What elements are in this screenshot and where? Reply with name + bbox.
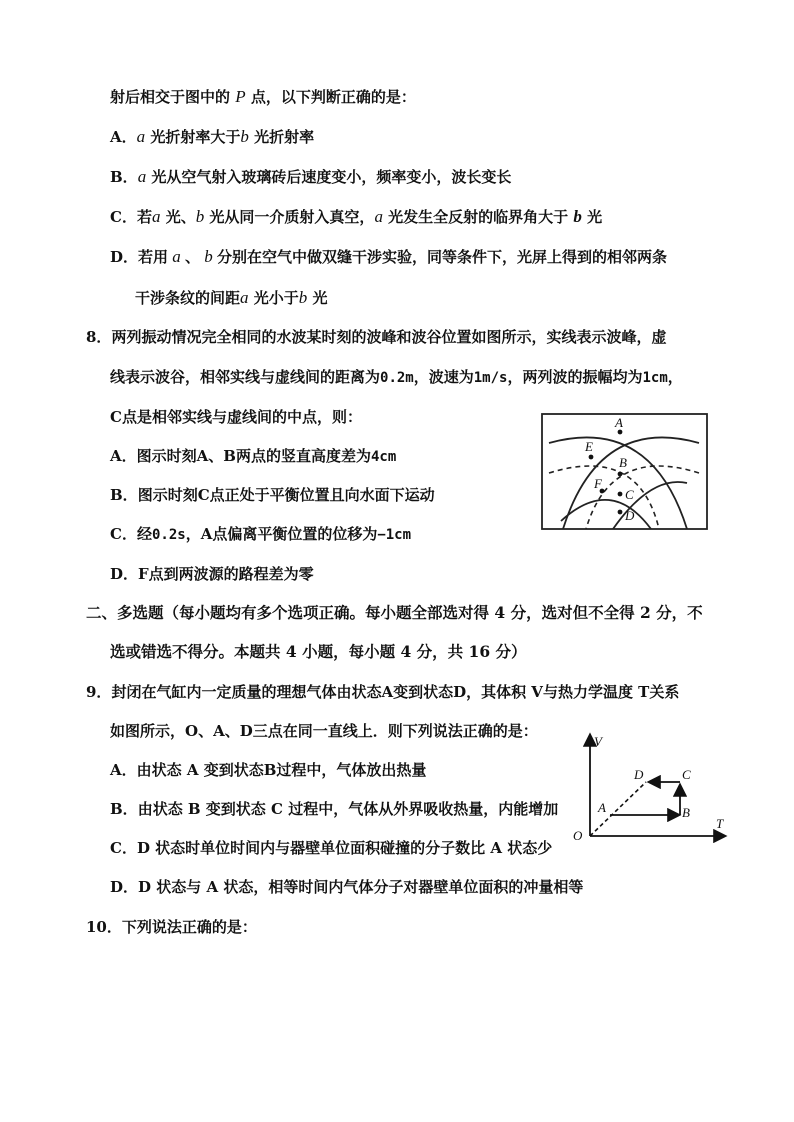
q10-stem: 10．下列说法正确的是： — [86, 918, 257, 936]
label-v: V — [594, 734, 602, 749]
q8-stem-line3: C点是相邻实线与虚线间的中点，则： — [110, 408, 362, 426]
label-b: B — [619, 455, 627, 470]
q8-stem-line2: 线表示波谷，相邻实线与虚线间的距离为0.2m，波速为1m/s，两列波的振幅均为1cm， — [110, 368, 683, 386]
q7-option-c: C．若a 光、b 光从同一介质射入真空，a 光发生全反射的临界角大于 b 光 — [110, 207, 603, 226]
q8-option-b: B．图示时刻C点正处于平衡位置且向水面下运动 — [110, 486, 435, 504]
q7-option-d-cont: 干涉条纹的间距a 光小于b 光 — [135, 288, 328, 307]
point-d — [618, 510, 623, 515]
label-f: F — [594, 476, 602, 491]
label-a-vt: A — [598, 800, 606, 815]
q8-option-d: D．F点到两波源的路程差为零 — [110, 565, 314, 583]
label-o: O — [573, 828, 583, 843]
point-e — [589, 455, 594, 460]
q8-wave-figure — [541, 413, 708, 530]
point-b — [618, 472, 623, 477]
q9-stem-line1: 9．封闭在气缸内一定质量的理想气体由状态A变到状态D，其体积 V与热力学温度 T关系 — [86, 683, 680, 701]
q8-option-a: A．图示时刻A、B两点的竖直高度差为4cm — [110, 447, 397, 465]
q7-stem-tail: 射后相交于图中的 P 点，以下判断正确的是： — [110, 87, 416, 106]
section2-title: 二、多选题（每小题均有多个选项正确。每小题全部选对得 4 分，选对但不全得 2 分，不 — [86, 603, 703, 622]
label-d-vt: D — [634, 767, 644, 782]
q9-option-c: C．D 状态时单位时间内与器壁单位面积碰撞的分子数比 A 状态少 — [110, 839, 553, 857]
label-t: T — [716, 816, 724, 831]
point-c — [618, 492, 623, 497]
q7-option-b: B．a 光从空气射入玻璃砖后速度变小，频率变小，波长变长 — [110, 167, 512, 186]
label-c-vt: C — [682, 767, 691, 782]
q9-stem-line2: 如图所示，O、A、D三点在同一直线上．则下列说法正确的是： — [110, 722, 538, 740]
q8-option-c: C．经0.2s，A点偏离平衡位置的位移为−1cm — [110, 525, 412, 543]
label-c: C — [625, 487, 634, 502]
label-e: E — [585, 439, 593, 454]
label-a: A — [615, 415, 623, 430]
q7-option-d: D．若用 a 、 b 分别在空气中做双缝干涉实验，同等条件下，光屏上得到的相邻两条 — [110, 247, 668, 266]
section2-title-cont: 选或错选不得分。本题共 4 小题，每小题 4 分，共 16 分） — [110, 642, 527, 661]
q9-option-a: A．由状态 A 变到状态B过程中，气体放出热量 — [110, 761, 427, 779]
crest-arc-left-inner — [561, 500, 651, 529]
label-b-vt: B — [682, 805, 690, 820]
q9-option-b: B．由状态 B 变到状态 C 过程中，气体从外界吸收热量，内能增加 — [110, 800, 559, 818]
q9-option-d: D．D 状态与 A 状态，相等时间内气体分子对器壁单位面积的冲量相等 — [110, 878, 584, 896]
q7-option-a: A．a 光折射率大于b 光折射率 — [110, 127, 315, 146]
label-d: D — [625, 508, 635, 523]
point-a — [618, 430, 623, 435]
q9-vt-figure — [570, 732, 730, 842]
q8-stem-line1: 8．两列振动情况完全相同的水波某时刻的波峰和波谷位置如图所示，实线表示波峰，虚 — [86, 328, 667, 346]
